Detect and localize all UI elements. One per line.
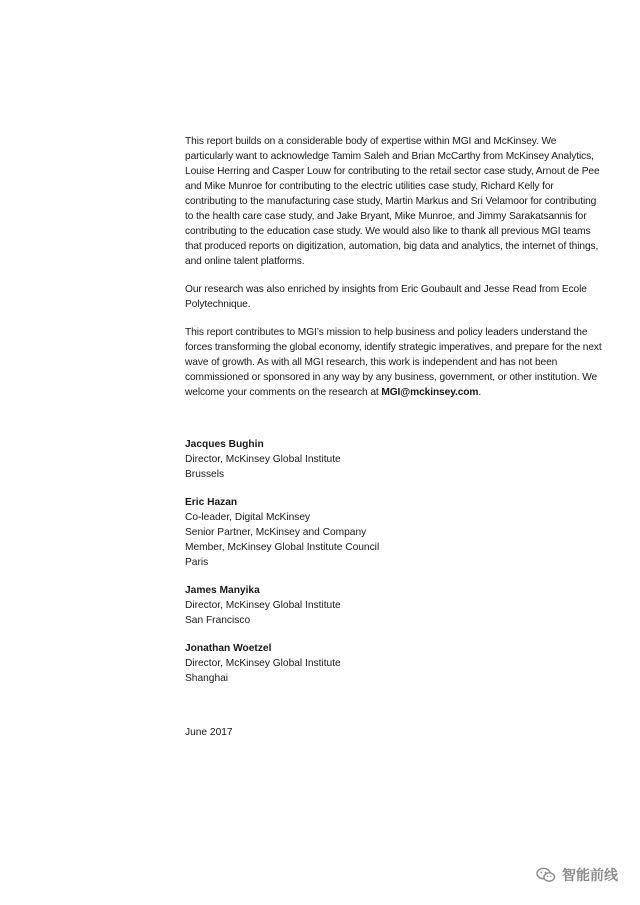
- signatory-location: San Francisco: [185, 615, 251, 626]
- signatory-title: Co-leader, Digital McKinsey: [185, 512, 311, 523]
- paragraph-acknowledgements: This report builds on a considerable body of expertise within MGI and McKinsey. We particularly want to acknowledge Tamim Saleh and Brian McCarthy from McKinsey Analytics, Louise Herring and Casper Louw for contributing to the retail sector case study, Arnout de Pee and Mike Munroe for contributing to the electric utilities case study, Richard Kelly for contributing to the manufacturing case study, Martin Markus and Sri Velamoor for contributing to the health care case study, and Jake Bryant, Mike Munroe, and Jimmy Sarakatsannis for contributing to the education case study. We would also like to thank all previous MGI teams that produced reports on digitization, automation, big data and analytics, the internet of things, and online talent platforms.: [185, 136, 600, 267]
- signatory-location: Paris: [185, 557, 209, 568]
- paragraph-research-insights: Our research was also enriched by insights from Eric Goubault and Jesse Read from Ecole Polytechnique.: [185, 284, 587, 310]
- signatory-title: Director, McKinsey Global Institute: [185, 658, 341, 669]
- signatory-name: Jacques Bughin: [185, 439, 264, 450]
- paragraph-mission-text: This report contributes to MGI’s mission to help business and policy leaders understand the forces transforming the global economy, identify strategic imperatives, and prepare for the next wave of growth. As with all MGI research, this work is independent and has not been commissioned or sponsored in any way by any business, government, or other institution. We welcome your comments on the research at: [185, 327, 602, 398]
- signatory-name: Eric Hazan: [185, 497, 238, 508]
- publication-date: June 2017: [185, 727, 233, 738]
- signatory-title: Senior Partner, McKinsey and Company: [185, 527, 367, 538]
- paragraph-mission: [185, 325, 605, 400]
- signatory-name: James Manyika: [185, 585, 260, 596]
- signatories: [185, 437, 485, 699]
- signatory-title: Director, McKinsey Global Institute: [185, 600, 341, 611]
- wechat-icon: [536, 867, 556, 883]
- body-text: [185, 134, 605, 413]
- signatory-location: Shanghai: [185, 673, 229, 684]
- signatory: [185, 641, 485, 686]
- signatory: [185, 495, 485, 570]
- signatory: [185, 583, 485, 628]
- signatory: [185, 437, 485, 482]
- watermark: [536, 865, 618, 885]
- watermark-text: 智能前线: [562, 868, 618, 884]
- signatory-name: Jonathan Woetzel: [185, 643, 272, 654]
- signatory-location: Brussels: [185, 469, 225, 480]
- signatory-title: Director, McKinsey Global Institute: [185, 454, 341, 465]
- paragraph-mission-end: .: [478, 387, 482, 398]
- email-link[interactable]: MGI@mckinsey.com: [381, 387, 479, 398]
- signatory-title: Member, McKinsey Global Institute Council: [185, 542, 380, 553]
